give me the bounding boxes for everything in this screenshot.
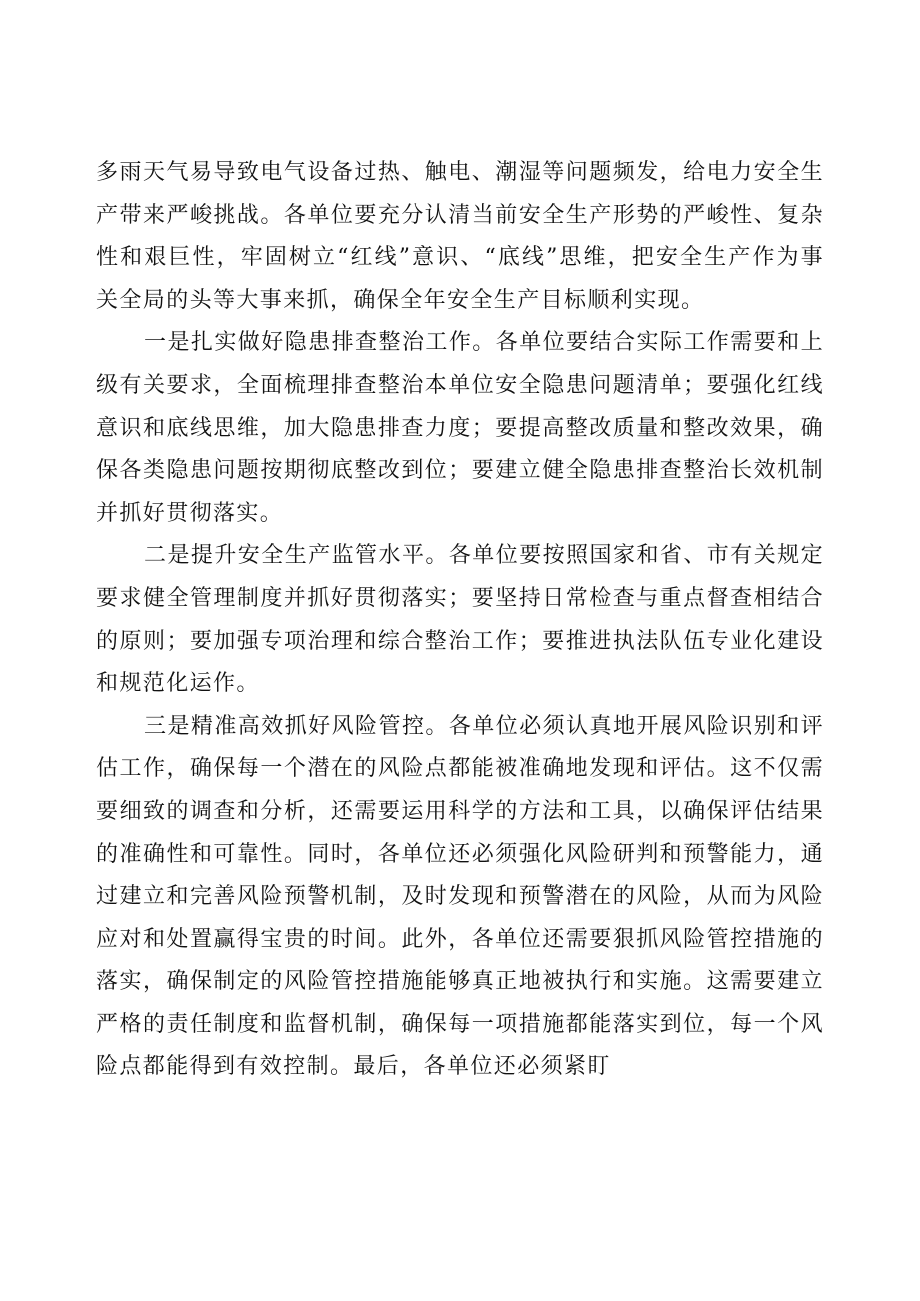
paragraph-continuation: 多雨天气易导致电气设备过热、触电、潮湿等问题频发，给电力安全生产带来严峻挑战。各单位要充分认清当前安全生产形势的严峻性、复杂性和艰巨性，牢固树立“红线”意识、“底线”思维，把安全生产作为事关全局的头等大事来抓，确保全年安全生产目标顺利实现。 bbox=[96, 160, 824, 313]
paragraph-risk-control: 三是精准高效抓好风险管控。各单位必须认真地开展风险识别和评估工作，确保每一个潜在的风险点都能被准确地发现和评估。这不仅需要细致的调查和分析，还需要运用科学的方法和工具，以确保评估结果的准确性和可靠性。同时，各单位还必须强化风险研判和预警能力，通过建立和完善风险预警机制，及时发现和预警潜在的风险，从而为风险应对和处置赢得宝贵的时间。此外，各单位还需要狠抓风险管控措施的落实，确保制定的风险管控措施能够真正地被执行和实施。这需要建立严格的责任制度和监督机制，确保每一项措施都能落实到位，每一个风险点都能得到有效控制。最后，各单位还必须紧盯 bbox=[96, 713, 824, 1080]
paragraph-hazard-inspection: 一是扎实做好隐患排查整治工作。各单位要结合实际工作需要和上级有关要求，全面梳理排查整治本单位安全隐患问题清单；要强化红线意识和底线思维，加大隐患排查力度；要提高整改质量和整改效果，确保各类隐患问题按期彻底整改到位；要建立健全隐患排查整治长效机制并抓好贯彻落实。 bbox=[96, 330, 824, 526]
paragraph-supervision-level: 二是提升安全生产监管水平。各单位要按照国家和省、市有关规定要求健全管理制度并抓好贯彻落实；要坚持日常检查与重点督查相结合的原则；要加强专项治理和综合整治工作；要推进执法队伍专业化建设和规范化运作。 bbox=[96, 543, 824, 697]
document-body bbox=[96, 152, 824, 1089]
